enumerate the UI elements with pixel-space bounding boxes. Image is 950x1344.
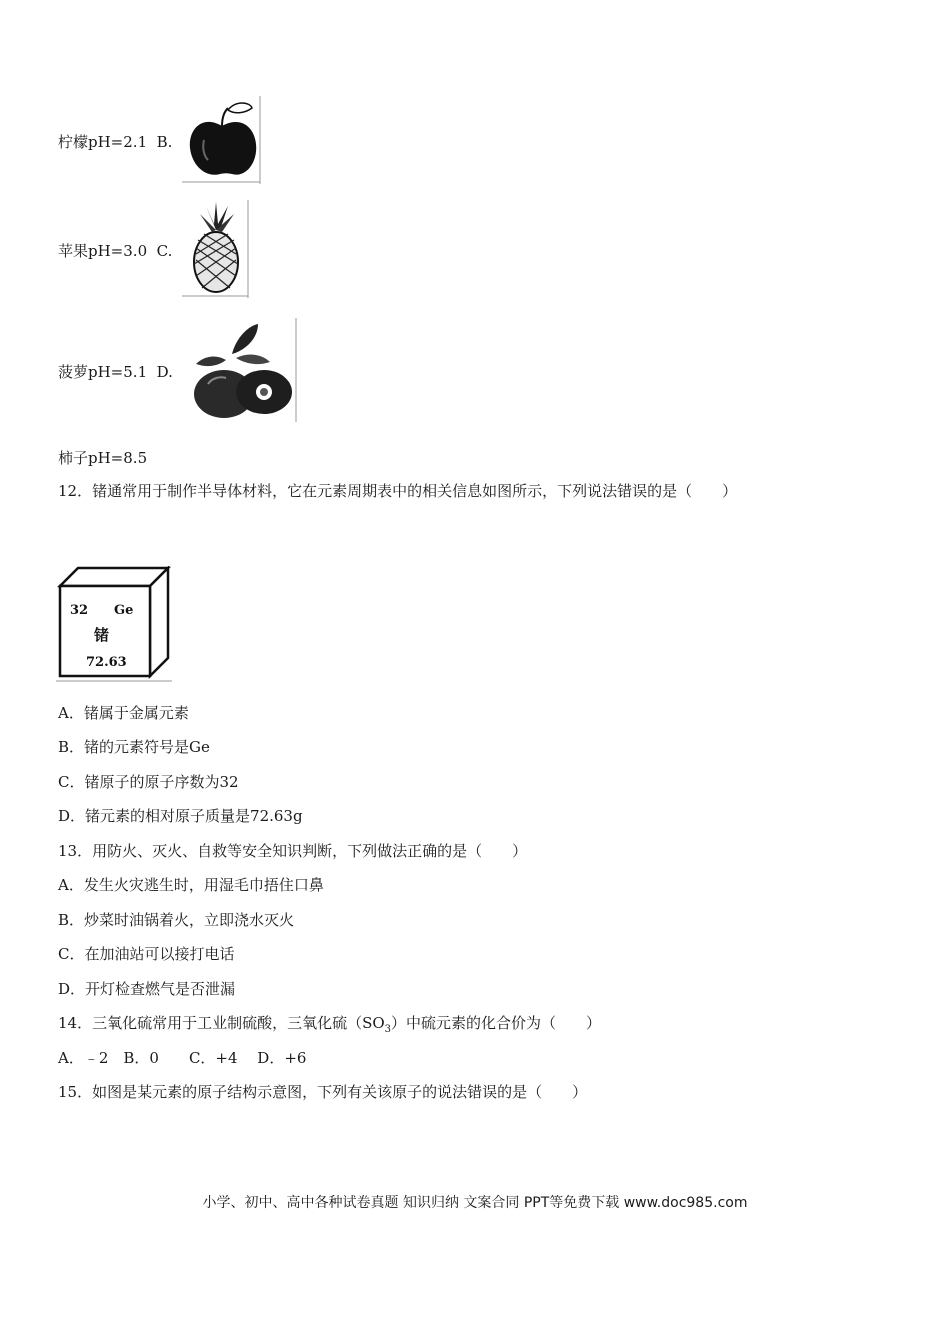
option-text: 柠檬pH=2.1 <box>58 133 148 151</box>
q12-option-b: B．锗的元素符号是Ge <box>58 738 210 756</box>
page-footer: 小学、初中、高中各种试卷真题 知识归纳 文案合同 PPT等免费下载 www.doc985.com <box>202 1195 748 1211</box>
q12-option-d: D．锗元素的相对原子质量是72.63g <box>58 807 303 825</box>
apple-image <box>182 96 262 184</box>
option-text: 柿子pH=8.5 <box>58 449 148 467</box>
option-line-persimmon <box>58 448 147 468</box>
option-line-lemon <box>58 132 172 152</box>
element-atomic-number: 32 <box>70 603 89 618</box>
q14-subscript: 3 <box>384 1024 392 1035</box>
question-14-stem <box>58 1013 601 1040</box>
pineapple-image <box>182 200 250 298</box>
germanium-element-card <box>56 566 174 684</box>
option-text: 苹果pH=3.0 <box>58 242 148 260</box>
q14-stem-after: ）中硫元素的化合价为（ ） <box>391 1014 602 1032</box>
element-name: 锗 <box>94 626 110 644</box>
option-letter: C. <box>156 242 173 260</box>
q14-stem-before: 14．三氧化硫常用于工业制硫酸，三氧化硫（SO <box>58 1014 385 1032</box>
q13-option-d: D．开灯检查燃气是否泄漏 <box>58 980 236 998</box>
option-text: 菠萝pH=5.1 <box>58 363 148 381</box>
element-symbol: Ge <box>114 603 134 618</box>
q14-options: A．﹣2 B．0 C．+4 D．+6 <box>58 1049 307 1067</box>
question-13-stem: 13．用防火、灭火、自救等安全知识判断，下列做法正确的是（ ） <box>58 842 528 860</box>
question-12-stem: 12．锗通常用于制作半导体材料，它在元素周期表中的相关信息如图所示，下列说法错误的是（ ） <box>58 482 738 500</box>
q13-option-a: A．发生火灾逃生时，用湿毛巾捂住口鼻 <box>58 876 324 894</box>
q12-option-c: C．锗原子的原子序数为32 <box>58 773 239 791</box>
option-line-apple <box>58 241 172 261</box>
q13-option-b: B．炒菜时油锅着火，立即浇水灭火 <box>58 911 295 929</box>
question-15-stem: 15．如图是某元素的原子结构示意图，下列有关该原子的说法错误的是（ ） <box>58 1083 588 1101</box>
persimmon-image <box>186 318 298 424</box>
q13-option-c: C．在加油站可以接打电话 <box>58 945 235 963</box>
q12-option-a: A．锗属于金属元素 <box>58 704 189 722</box>
element-atomic-mass: 72.63 <box>86 655 127 670</box>
option-line-pineapple <box>58 362 173 382</box>
option-letter: B. <box>156 133 173 151</box>
option-letter: D. <box>156 363 173 381</box>
